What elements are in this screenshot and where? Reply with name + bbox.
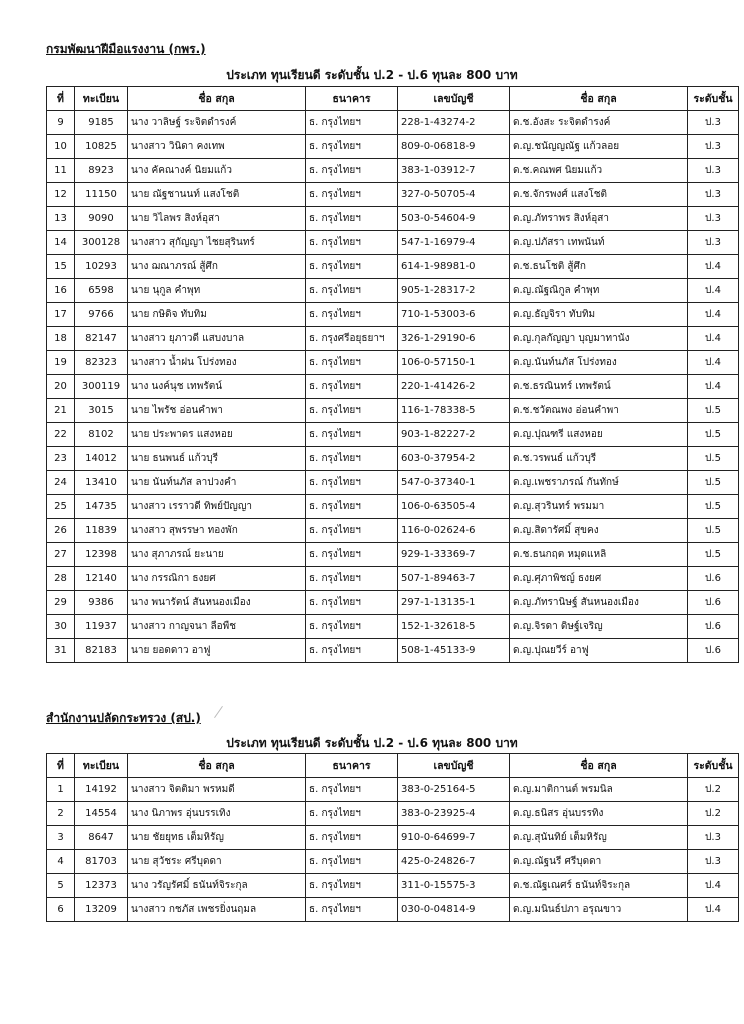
grade-level-cell: ป.3 [688,135,739,159]
parent-name-cell: นางสาว กชภัส เพชรยิ่งนฤมล [128,898,306,922]
registration-number-cell: 82147 [75,327,128,351]
registration-number-cell: 9185 [75,111,128,135]
account-number-cell: 910-0-64699-7 [398,826,510,850]
parent-name-cell: นาย นุกูล คำพุท [128,279,306,303]
bank-name-cell: ธ. กรุงศรีอยุธยาฯ [306,327,398,351]
parent-name-cell: นาง วรัญรัศมิ์ ธนันท์จิระกุล [128,874,306,898]
row-number-cell: 17 [47,303,75,327]
row-number-cell: 14 [47,231,75,255]
registration-number-cell: 81703 [75,850,128,874]
row-number-cell: 25 [47,495,75,519]
account-number-cell: 228-1-43274-2 [398,111,510,135]
student-name-cell: ด.ช.อังสะ ระจิตดำรงค์ [510,111,688,135]
parent-name-cell: นาย นันท์นภัส ลาปวงคำ [128,471,306,495]
row-number-cell: 30 [47,615,75,639]
parent-name-cell: นางสาว สุกัญญา ไชยสุรินทร์ [128,231,306,255]
parent-name-cell: นาง พนารัตน์ สันหนองเมือง [128,591,306,615]
bank-name-cell: ธ. กรุงไทยฯ [306,495,398,519]
table-row [47,850,739,874]
row-number-cell: 13 [47,207,75,231]
registration-number-cell: 8647 [75,826,128,850]
row-number-cell: 4 [47,850,75,874]
row-number-cell: 5 [47,874,75,898]
column-header-bank-name: ธนาคาร [306,754,398,778]
grade-level-cell: ป.5 [688,423,739,447]
table-row [47,471,739,495]
grade-level-cell: ป.5 [688,543,739,567]
bank-name-cell: ธ. กรุงไทยฯ [306,519,398,543]
row-number-cell: 24 [47,471,75,495]
grade-level-cell: ป.2 [688,778,739,802]
account-number-cell: 327-0-50705-4 [398,183,510,207]
section-1-subtitle: ประเภท ทุนเรียนดี ระดับชั้น ป.2 - ป.6 ทุนละ 800 บาท [226,68,518,82]
registration-number-cell: 10293 [75,255,128,279]
row-number-cell: 28 [47,567,75,591]
account-number-cell: 152-1-32618-5 [398,615,510,639]
account-number-cell: 710-1-53003-6 [398,303,510,327]
parent-name-cell: นาย สุวัชระ ศรีบุดดา [128,850,306,874]
student-name-cell: ด.ญ.ภัทราพร สิงห์อุสา [510,207,688,231]
bank-name-cell: ธ. กรุงไทยฯ [306,802,398,826]
account-number-cell: 503-0-54604-9 [398,207,510,231]
bank-name-cell: ธ. กรุงไทยฯ [306,826,398,850]
table-row [47,495,739,519]
table-header-row [47,754,739,778]
account-number-cell: 929-1-33369-7 [398,543,510,567]
student-name-cell: ด.ญ.ปุณฑรี แสงหอย [510,423,688,447]
bank-name-cell: ธ. กรุงไทยฯ [306,375,398,399]
registration-number-cell: 14554 [75,802,128,826]
account-number-cell: 547-0-37340-1 [398,471,510,495]
row-number-cell: 27 [47,543,75,567]
table-row [47,183,739,207]
grade-level-cell: ป.5 [688,447,739,471]
student-name-cell: ด.ญ.ภัทรานิษฐ์ สันหนองเมือง [510,591,688,615]
row-number-cell: 2 [47,802,75,826]
account-number-cell: 116-1-78338-5 [398,399,510,423]
account-number-cell: 903-1-82227-2 [398,423,510,447]
account-number-cell: 603-0-37954-2 [398,447,510,471]
section-1-table [46,86,739,663]
column-header-student-name: ชื่อ สกุล [510,87,688,111]
column-header-grade-level: ระดับชั้น [688,754,739,778]
account-number-cell: 383-0-23925-4 [398,802,510,826]
parent-name-cell: นาย ณัฐชานนท์ แสงโชติ [128,183,306,207]
column-header-student-name: ชื่อ สกุล [510,754,688,778]
section-2-title: สำนักงานปลัดกระทรวง (สป.) [46,711,201,725]
account-number-cell: 547-1-16979-4 [398,231,510,255]
column-header-row-number: ที่ [47,754,75,778]
registration-number-cell: 9090 [75,207,128,231]
section-2-table [46,753,739,922]
section-1-title: กรมพัฒนาฝีมือแรงงาน (กพร.) [46,42,206,56]
bank-name-cell: ธ. กรุงไทยฯ [306,639,398,663]
row-number-cell: 22 [47,423,75,447]
student-name-cell: ด.ญ.มนินธ์ปภา อรุณขาว [510,898,688,922]
grade-level-cell: ป.3 [688,826,739,850]
table-row [47,423,739,447]
bank-name-cell: ธ. กรุงไทยฯ [306,111,398,135]
account-number-cell: 383-0-25164-5 [398,778,510,802]
student-name-cell: ด.ญ.มาติกานต์ พรมนิล [510,778,688,802]
row-number-cell: 3 [47,826,75,850]
table-row [47,567,739,591]
grade-level-cell: ป.4 [688,351,739,375]
column-header-account-number: เลขบัญชี [398,754,510,778]
student-name-cell: ด.ญ.ศุภาพิชญ์ ธงยศ [510,567,688,591]
student-name-cell: ด.ช.ชวัตณพง อ่อนคำพา [510,399,688,423]
row-number-cell: 31 [47,639,75,663]
parent-name-cell: นาย กษิดิจ ทับทิม [128,303,306,327]
registration-number-cell: 14735 [75,495,128,519]
account-number-cell: 425-0-24826-7 [398,850,510,874]
column-header-parent-name: ชื่อ สกุล [128,754,306,778]
table-row [47,399,739,423]
column-header-account-number: เลขบัญชี [398,87,510,111]
registration-number-cell: 6598 [75,279,128,303]
table-row [47,255,739,279]
table-row [47,111,739,135]
row-number-cell: 18 [47,327,75,351]
grade-level-cell: ป.3 [688,183,739,207]
parent-name-cell: นาง สุภาภรณ์ ยะนาย [128,543,306,567]
row-number-cell: 15 [47,255,75,279]
registration-number-cell: 8923 [75,159,128,183]
parent-name-cell: นาง กรรณิกา ธงยศ [128,567,306,591]
bank-name-cell: ธ. กรุงไทยฯ [306,399,398,423]
column-header-registration-number: ทะเบียน [75,754,128,778]
row-number-cell: 21 [47,399,75,423]
table-row [47,639,739,663]
student-name-cell: ด.ญ.สุนันทิย์ เต็มหิรัญ [510,826,688,850]
parent-name-cell: นาย ยอดดาว อาฟู [128,639,306,663]
parent-name-cell: นาย วิไลพร สิงห์อุสา [128,207,306,231]
account-number-cell: 809-0-06818-9 [398,135,510,159]
bank-name-cell: ธ. กรุงไทยฯ [306,898,398,922]
grade-level-cell: ป.4 [688,327,739,351]
registration-number-cell: 14012 [75,447,128,471]
registration-number-cell: 13410 [75,471,128,495]
student-name-cell: ด.ญ.ปภัสรา เทพนันท์ [510,231,688,255]
table-row [47,826,739,850]
parent-name-cell: นางสาว จิตติมา พรหมดี [128,778,306,802]
table-row [47,231,739,255]
row-number-cell: 12 [47,183,75,207]
registration-number-cell: 82183 [75,639,128,663]
parent-name-cell: นาง คัคณางค์ นิยมแก้ว [128,159,306,183]
account-number-cell: 311-0-15575-3 [398,874,510,898]
table-row [47,543,739,567]
parent-name-cell: นางสาว กาญจนา ลือพืช [128,615,306,639]
bank-name-cell: ธ. กรุงไทยฯ [306,207,398,231]
grade-level-cell: ป.4 [688,255,739,279]
bank-name-cell: ธ. กรุงไทยฯ [306,615,398,639]
bank-name-cell: ธ. กรุงไทยฯ [306,255,398,279]
student-name-cell: ด.ญ.สุวรินทร์ พรมมา [510,495,688,519]
bank-name-cell: ธ. กรุงไทยฯ [306,135,398,159]
grade-level-cell: ป.4 [688,375,739,399]
student-name-cell: ด.ญ.สิดารัศมิ์ สุขคง [510,519,688,543]
registration-number-cell: 11839 [75,519,128,543]
bank-name-cell: ธ. กรุงไทยฯ [306,159,398,183]
row-number-cell: 11 [47,159,75,183]
table-row [47,898,739,922]
student-name-cell: ด.ญ.ปุณยวีร์ อาฟู [510,639,688,663]
student-name-cell: ด.ญ.นันท์นภัส โปร่งทอง [510,351,688,375]
account-number-cell: 507-1-89463-7 [398,567,510,591]
row-number-cell: 16 [47,279,75,303]
student-name-cell: ด.ช.วรพนธ์ แก้วบุรี [510,447,688,471]
account-number-cell: 106-0-63505-4 [398,495,510,519]
registration-number-cell: 12373 [75,874,128,898]
parent-name-cell: นาง นงค์นุช เทพรัตน์ [128,375,306,399]
table-row [47,615,739,639]
table-row [47,207,739,231]
row-number-cell: 19 [47,351,75,375]
table-row [47,159,739,183]
registration-number-cell: 12140 [75,567,128,591]
grade-level-cell: ป.2 [688,802,739,826]
grade-level-cell: ป.6 [688,567,739,591]
student-name-cell: ด.ช.จักรพงศ์ แสงโชติ [510,183,688,207]
account-number-cell: 030-0-04814-9 [398,898,510,922]
bank-name-cell: ธ. กรุงไทยฯ [306,567,398,591]
student-name-cell: ด.ญ.กุลกัญญา บุญมาทานัง [510,327,688,351]
account-number-cell: 508-1-45133-9 [398,639,510,663]
row-number-cell: 23 [47,447,75,471]
column-header-row-number: ที่ [47,87,75,111]
grade-level-cell: ป.3 [688,231,739,255]
parent-name-cell: นาย ชัยยุทธ เต็มหิรัญ [128,826,306,850]
bank-name-cell: ธ. กรุงไทยฯ [306,778,398,802]
account-number-cell: 905-1-28317-2 [398,279,510,303]
bank-name-cell: ธ. กรุงไทยฯ [306,471,398,495]
parent-name-cell: นาย ประพาดร แสงหอย [128,423,306,447]
stray-mark [214,706,223,718]
registration-number-cell: 11150 [75,183,128,207]
table-row [47,303,739,327]
registration-number-cell: 14192 [75,778,128,802]
table-row [47,447,739,471]
account-number-cell: 326-1-29190-6 [398,327,510,351]
bank-name-cell: ธ. กรุงไทยฯ [306,543,398,567]
registration-number-cell: 9766 [75,303,128,327]
column-header-parent-name: ชื่อ สกุล [128,87,306,111]
parent-name-cell: นาย ธนพนธ์ แก้วบุรี [128,447,306,471]
table-row [47,327,739,351]
row-number-cell: 26 [47,519,75,543]
grade-level-cell: ป.6 [688,639,739,663]
grade-level-cell: ป.3 [688,159,739,183]
student-name-cell: ด.ญ.ธัญจิรา ทับทิม [510,303,688,327]
parent-name-cell: นาง วาลิษฐ์ ระจิตดำรงค์ [128,111,306,135]
registration-number-cell: 13209 [75,898,128,922]
column-header-bank-name: ธนาคาร [306,87,398,111]
grade-level-cell: ป.6 [688,615,739,639]
bank-name-cell: ธ. กรุงไทยฯ [306,183,398,207]
bank-name-cell: ธ. กรุงไทยฯ [306,279,398,303]
bank-name-cell: ธ. กรุงไทยฯ [306,591,398,615]
table-row [47,279,739,303]
registration-number-cell: 8102 [75,423,128,447]
grade-level-cell: ป.6 [688,591,739,615]
row-number-cell: 10 [47,135,75,159]
registration-number-cell: 300128 [75,231,128,255]
registration-number-cell: 11937 [75,615,128,639]
grade-level-cell: ป.4 [688,898,739,922]
row-number-cell: 29 [47,591,75,615]
registration-number-cell: 12398 [75,543,128,567]
table-header-row [47,87,739,111]
student-name-cell: ด.ช.ณัฐเณศร์ ธนันท์จิระกุล [510,874,688,898]
parent-name-cell: นาง นิภาพร อุ่นบรรเทิง [128,802,306,826]
registration-number-cell: 300119 [75,375,128,399]
grade-level-cell: ป.5 [688,471,739,495]
parent-name-cell: นางสาว สุพรรษา ทองพัก [128,519,306,543]
student-name-cell: ด.ช.ธรณินทร์ เทพรัตน์ [510,375,688,399]
grade-level-cell: ป.4 [688,874,739,898]
table-row [47,802,739,826]
parent-name-cell: นางสาว วินิดา คงเทพ [128,135,306,159]
account-number-cell: 297-1-13135-1 [398,591,510,615]
table-row [47,778,739,802]
bank-name-cell: ธ. กรุงไทยฯ [306,850,398,874]
grade-level-cell: ป.5 [688,495,739,519]
parent-name-cell: นางสาว ยุภาวดี แสบงบาล [128,327,306,351]
row-number-cell: 20 [47,375,75,399]
grade-level-cell: ป.3 [688,850,739,874]
account-number-cell: 116-0-02624-6 [398,519,510,543]
student-name-cell: ด.ญ.ชนัญญณัฐ แก้วลอย [510,135,688,159]
parent-name-cell: นางสาว เรราวดี ทิพย์ปัญญา [128,495,306,519]
parent-name-cell: นาย ไพรัช อ่อนคำพา [128,399,306,423]
table-row [47,874,739,898]
registration-number-cell: 10825 [75,135,128,159]
bank-name-cell: ธ. กรุงไทยฯ [306,231,398,255]
bank-name-cell: ธ. กรุงไทยฯ [306,303,398,327]
registration-number-cell: 3015 [75,399,128,423]
student-name-cell: ด.ญ.จิรดา ดิษฐ์เจริญ [510,615,688,639]
row-number-cell: 9 [47,111,75,135]
student-name-cell: ด.ญ.เพชราภรณ์ กันทักษ์ [510,471,688,495]
table-row [47,351,739,375]
registration-number-cell: 82323 [75,351,128,375]
student-name-cell: ด.ญ.ธนิสร อุ่นบรรทิง [510,802,688,826]
parent-name-cell: นาง ฌณาภรณ์ สู้ศึก [128,255,306,279]
account-number-cell: 383-1-03912-7 [398,159,510,183]
column-header-registration-number: ทะเบียน [75,87,128,111]
student-name-cell: ด.ญ.ณัฐณิกูล คำพุท [510,279,688,303]
grade-level-cell: ป.5 [688,399,739,423]
grade-level-cell: ป.3 [688,207,739,231]
table-row [47,375,739,399]
grade-level-cell: ป.3 [688,111,739,135]
grade-level-cell: ป.4 [688,279,739,303]
student-name-cell: ด.ช.ธนโชติ สู้ศึก [510,255,688,279]
row-number-cell: 1 [47,778,75,802]
table-row [47,519,739,543]
bank-name-cell: ธ. กรุงไทยฯ [306,874,398,898]
account-number-cell: 106-0-57150-1 [398,351,510,375]
row-number-cell: 6 [47,898,75,922]
student-name-cell: ด.ช.คณพศ นิยมแก้ว [510,159,688,183]
table-row [47,591,739,615]
bank-name-cell: ธ. กรุงไทยฯ [306,447,398,471]
grade-level-cell: ป.5 [688,519,739,543]
parent-name-cell: นางสาว น้ำฝน โปร่งทอง [128,351,306,375]
column-header-grade-level: ระดับชั้น [688,87,739,111]
student-name-cell: ด.ญ.ณัฐนรี ศรีบุดดา [510,850,688,874]
grade-level-cell: ป.4 [688,303,739,327]
account-number-cell: 220-1-41426-2 [398,375,510,399]
bank-name-cell: ธ. กรุงไทยฯ [306,423,398,447]
account-number-cell: 614-1-98981-0 [398,255,510,279]
bank-name-cell: ธ. กรุงไทยฯ [306,351,398,375]
registration-number-cell: 9386 [75,591,128,615]
table-row [47,135,739,159]
student-name-cell: ด.ช.ธนกฤต หมุดแหลิ [510,543,688,567]
section-2-subtitle: ประเภท ทุนเรียนดี ระดับชั้น ป.2 - ป.6 ทุนละ 800 บาท [226,736,518,750]
